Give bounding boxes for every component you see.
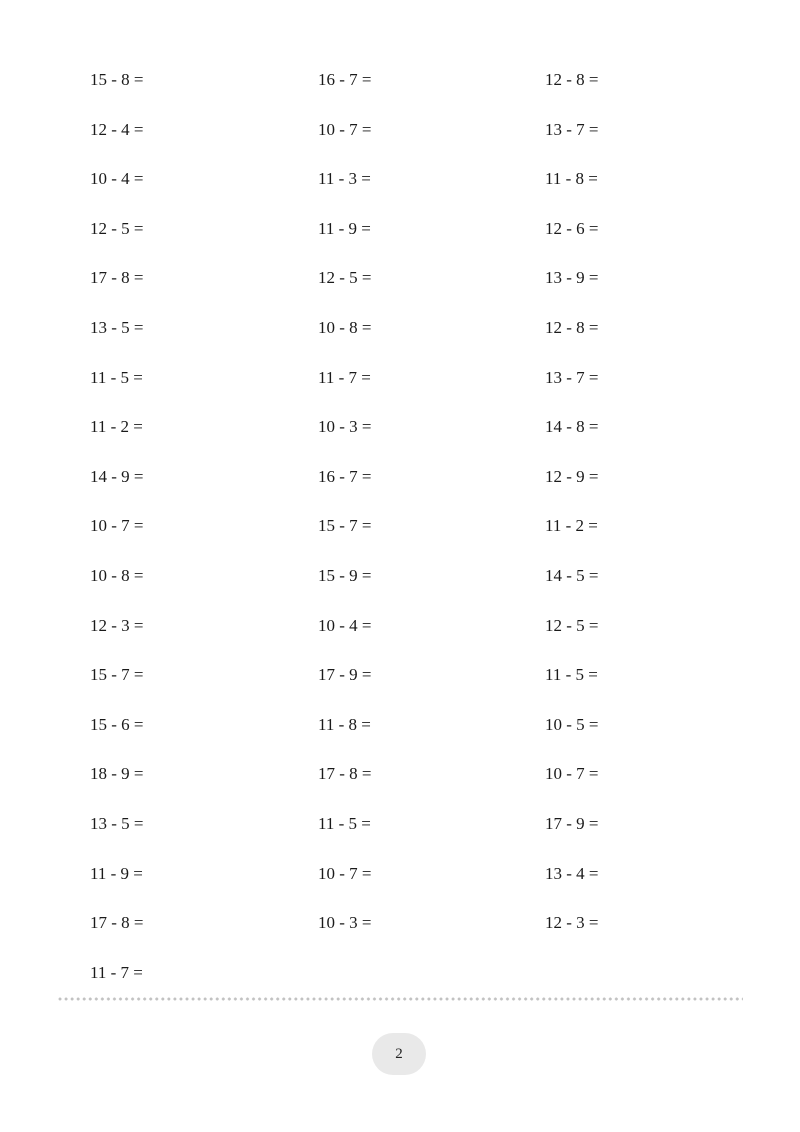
- problem-row: [0, 953, 800, 1003]
- subtraction-problem: 13 - 7 =: [545, 119, 599, 139]
- subtraction-problem: 17 - 8 =: [90, 268, 144, 288]
- subtraction-problem: 12 - 3 =: [545, 913, 599, 933]
- subtraction-problem: 12 - 3 =: [90, 615, 144, 635]
- problem-row: [0, 209, 800, 259]
- subtraction-problem: 13 - 7 =: [545, 367, 599, 387]
- subtraction-problem: 13 - 9 =: [545, 268, 599, 288]
- subtraction-problem: 15 - 7 =: [90, 665, 144, 685]
- problem-row: [0, 457, 800, 507]
- subtraction-problem: 15 - 9 =: [318, 565, 372, 585]
- problem-row: [0, 655, 800, 705]
- subtraction-problem: 10 - 3 =: [318, 417, 372, 437]
- problem-row: [0, 903, 800, 953]
- subtraction-problem: 13 - 4 =: [545, 863, 599, 883]
- subtraction-problem: 11 - 8 =: [318, 714, 371, 734]
- subtraction-problem: 10 - 8 =: [90, 565, 144, 585]
- subtraction-problem: 10 - 8 =: [318, 317, 372, 337]
- subtraction-problem: 11 - 5 =: [90, 367, 143, 387]
- subtraction-problem: 12 - 9 =: [545, 466, 599, 486]
- subtraction-problem: 11 - 2 =: [90, 417, 143, 437]
- subtraction-problem: 15 - 8 =: [90, 70, 144, 89]
- problem-row: [0, 358, 800, 408]
- problem-row: [0, 705, 800, 755]
- problem-row: [0, 110, 800, 160]
- subtraction-problem: 11 - 7 =: [90, 962, 143, 982]
- subtraction-problem: 10 - 3 =: [318, 913, 372, 933]
- subtraction-problem: 17 - 9 =: [318, 665, 372, 685]
- subtraction-problem: 10 - 5 =: [545, 714, 599, 734]
- subtraction-problem: 12 - 5 =: [318, 268, 372, 288]
- subtraction-problem: 11 - 7 =: [318, 367, 371, 387]
- subtraction-problem: 11 - 3 =: [318, 169, 371, 189]
- problem-row: [0, 606, 800, 656]
- subtraction-problem: 13 - 5 =: [90, 317, 144, 337]
- subtraction-problem: 16 - 7 =: [318, 70, 372, 89]
- subtraction-problem: 14 - 9 =: [90, 466, 144, 486]
- subtraction-problem: 12 - 5 =: [90, 218, 144, 238]
- problem-grid: [0, 60, 800, 1002]
- subtraction-problem: 10 - 7 =: [318, 863, 372, 883]
- subtraction-problem: 11 - 9 =: [90, 863, 143, 883]
- problem-row: [0, 556, 800, 606]
- problem-row: [0, 854, 800, 904]
- subtraction-problem: 12 - 6 =: [545, 218, 599, 238]
- subtraction-problem: 17 - 8 =: [318, 764, 372, 784]
- subtraction-problem: 15 - 7 =: [318, 516, 372, 536]
- problem-row: [0, 258, 800, 308]
- subtraction-problem: 12 - 8 =: [545, 70, 599, 89]
- subtraction-problem: 10 - 4 =: [90, 169, 144, 189]
- problem-row: [0, 60, 800, 110]
- problem-row: [0, 754, 800, 804]
- subtraction-problem: 13 - 5 =: [90, 813, 144, 833]
- subtraction-problem: 10 - 7 =: [318, 119, 372, 139]
- subtraction-problem: 11 - 2 =: [545, 516, 598, 536]
- dotted-divider: [57, 997, 743, 1001]
- subtraction-problem: 12 - 5 =: [545, 615, 599, 635]
- subtraction-problem: 14 - 8 =: [545, 417, 599, 437]
- subtraction-problem: 12 - 8 =: [545, 317, 599, 337]
- subtraction-problem: 10 - 7 =: [545, 764, 599, 784]
- problem-row: [0, 407, 800, 457]
- subtraction-problem: 11 - 5 =: [545, 665, 598, 685]
- subtraction-problem: 18 - 9 =: [90, 764, 144, 784]
- page-number-badge: [372, 1033, 426, 1075]
- subtraction-problem: 11 - 8 =: [545, 169, 598, 189]
- problem-row: [0, 506, 800, 556]
- problem-row: [0, 804, 800, 854]
- page-number: 2: [395, 1045, 403, 1062]
- subtraction-problem: 10 - 7 =: [90, 516, 144, 536]
- subtraction-problem: 17 - 8 =: [90, 913, 144, 933]
- subtraction-problem: 16 - 7 =: [318, 466, 372, 486]
- subtraction-problem: 12 - 4 =: [90, 119, 144, 139]
- subtraction-problem: 11 - 5 =: [318, 813, 371, 833]
- subtraction-problem: 14 - 5 =: [545, 565, 599, 585]
- subtraction-problem: 11 - 9 =: [318, 218, 371, 238]
- problem-row: [0, 159, 800, 209]
- subtraction-problem: 10 - 4 =: [318, 615, 372, 635]
- subtraction-problem: 15 - 6 =: [90, 714, 144, 734]
- subtraction-problem: 17 - 9 =: [545, 813, 599, 833]
- problem-row: [0, 308, 800, 358]
